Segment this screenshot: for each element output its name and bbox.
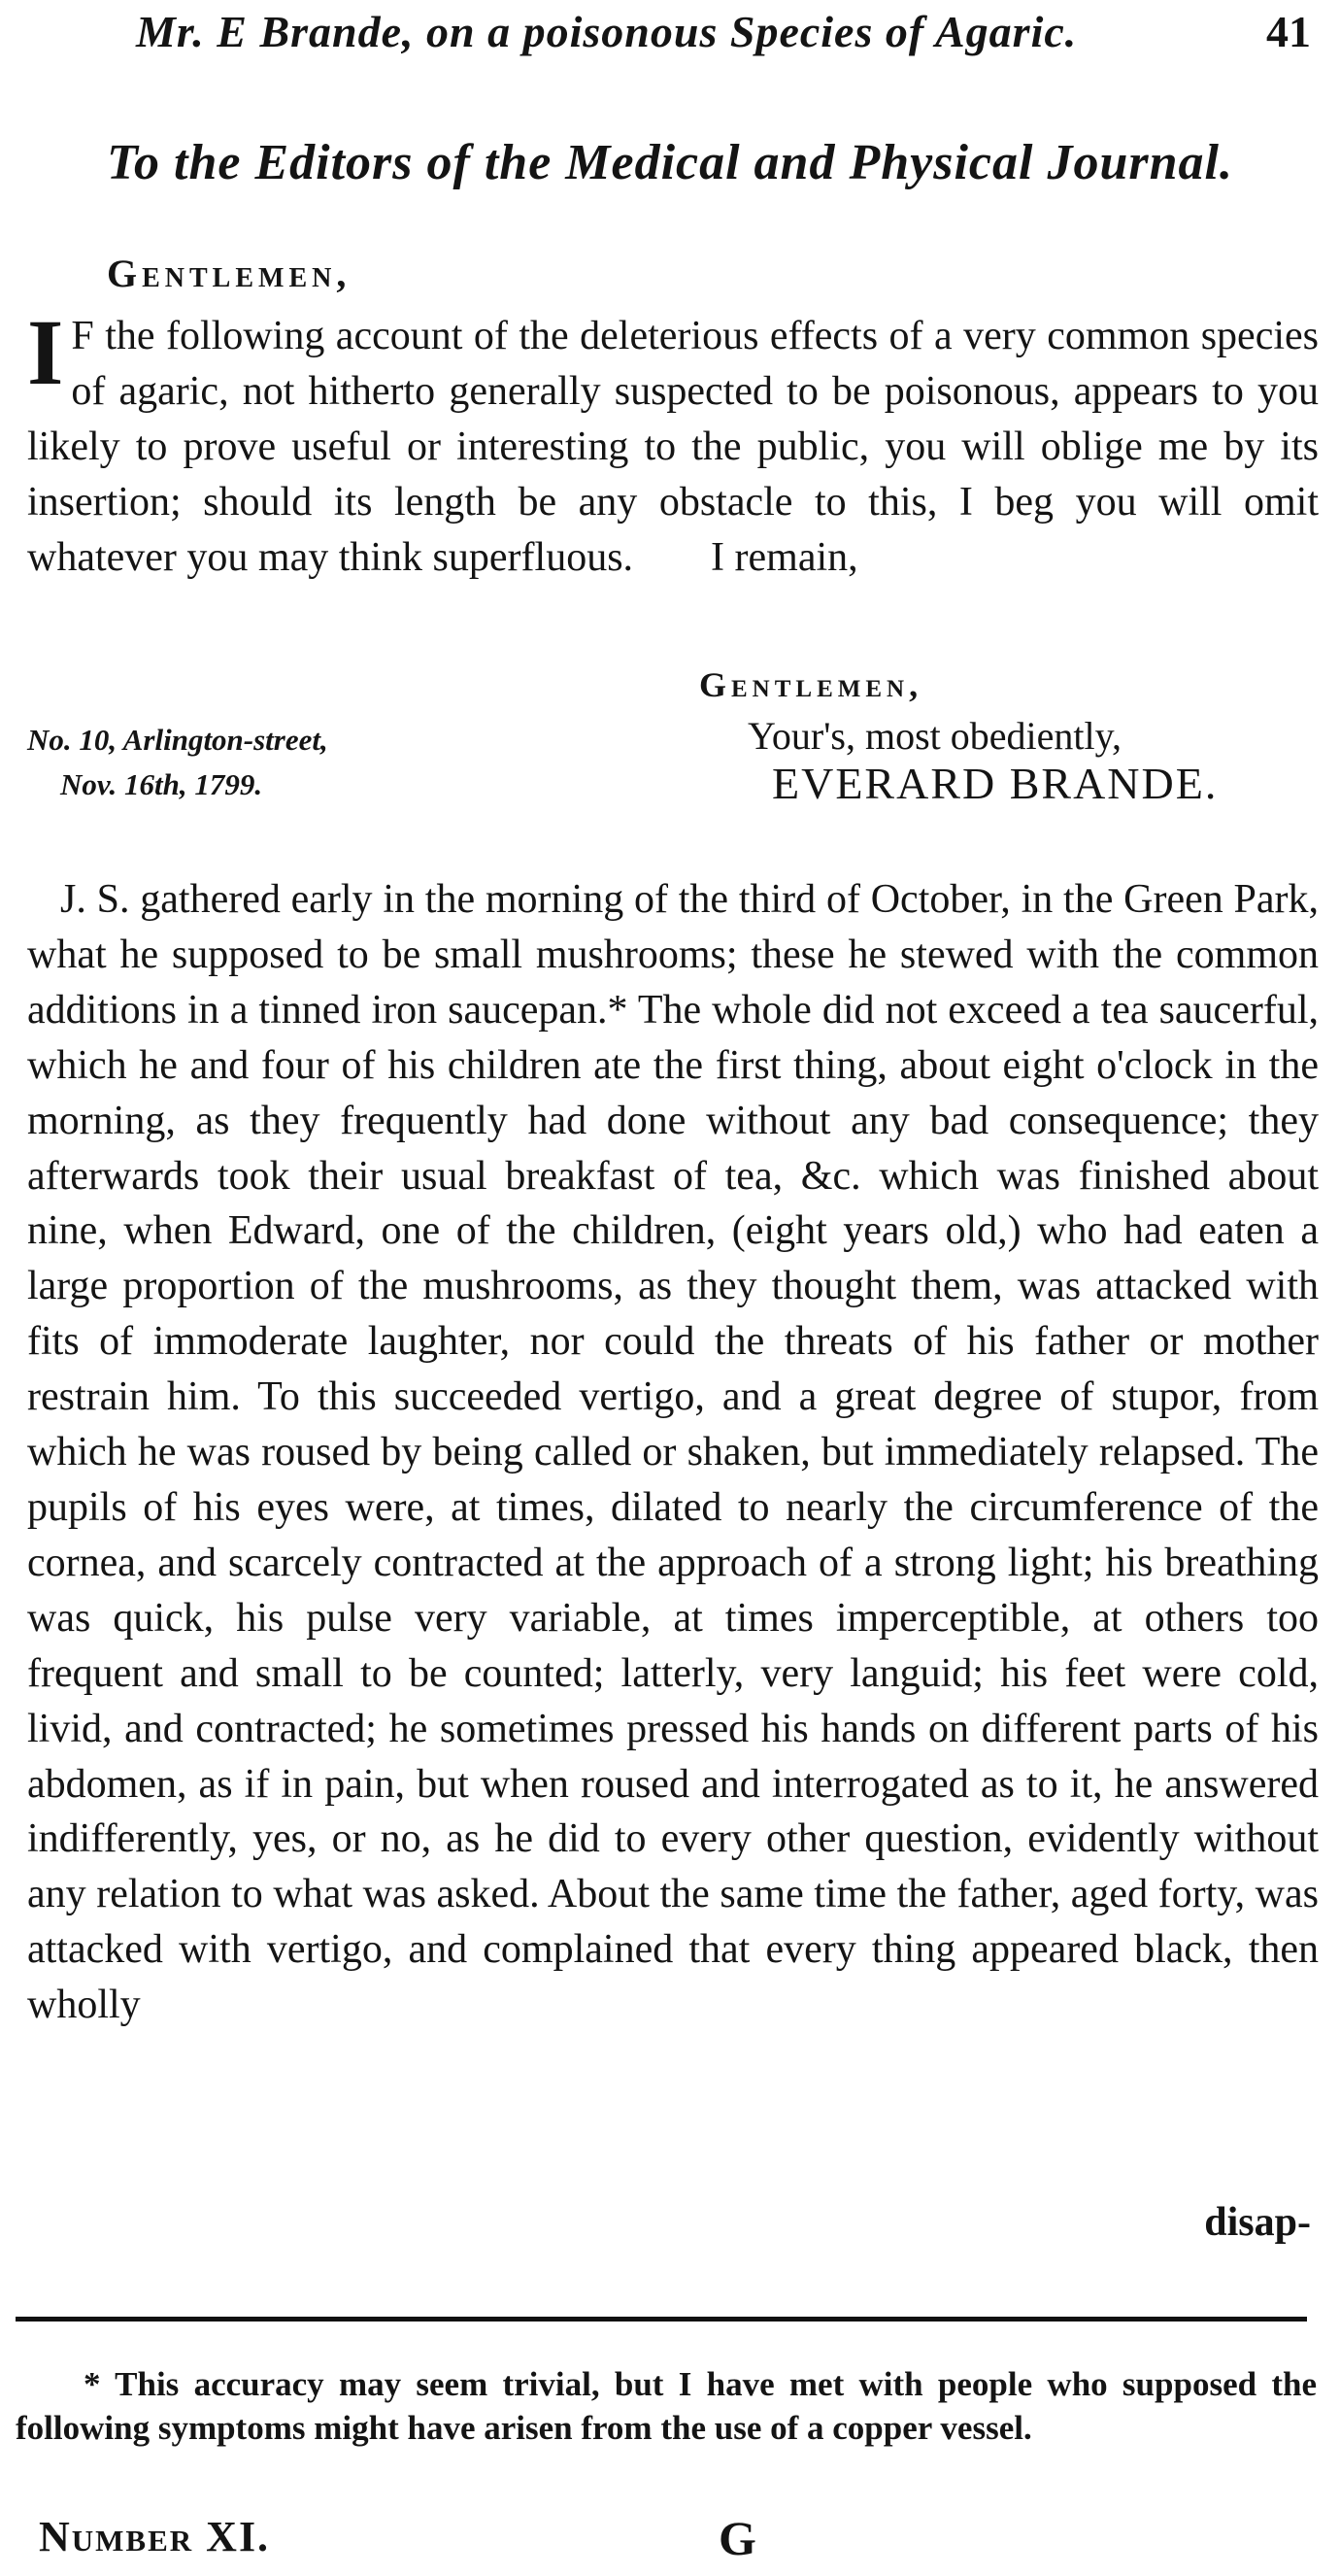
letter-remain: I remain, <box>711 535 858 580</box>
letter-closing-salutation: Gentlemen, <box>699 665 923 704</box>
footnote-divider <box>16 2317 1307 2322</box>
catchword: disap- <box>1204 2200 1311 2245</box>
letter-valediction: Your's, most obediently, <box>748 714 1122 758</box>
printer-signature-letter: G <box>719 2511 756 2565</box>
printer-signature-number: Number XI. <box>39 2513 271 2560</box>
letter-signature: EVERARD BRANDE. <box>772 759 1219 808</box>
letter-body-paragraph <box>27 300 1319 586</box>
footnote: * This accuracy may seem trivial, but I have met with people who supposed the following symptoms might have arisen from the use of a copper vessel. <box>16 2365 1317 2447</box>
letter-date: Nov. 16th, 1799. <box>60 767 263 801</box>
drop-cap: I <box>27 300 64 404</box>
letter-body-text: F the following account of the deleterious effects of a very common species of agaric, not hitherto generally suspected to be poisonous, appears to you likely to prove useful or interesting to the public, you will oblige me by its insertion; should its length be any obstacle to this, I beg you will omit whatever you may think superfluous. <box>27 314 1319 580</box>
running-head: Mr. E Brande, on a poisonous Species of Agaric. <box>136 7 1078 56</box>
article-body-paragraph: J. S. gathered early in the morning of the third of October, in the Green Park, what he supposed to be small mushrooms; these he stewed with the common additions in a tinned iron saucepan.* The whole did not exceed a tea saucerful, which he and four of his children ate the first thing, about eight o'clock in the morning, as they frequently had done without any bad consequence; they afterwards took their usual breakfast of tea, &c. which was finished about nine, when Edward, one of the children, (eight years old,) who had eaten a large proportion of the mushrooms, as they thought them, was attacked with fits of immoderate laughter, nor could the threats of his father or mother restrain him. To this succeeded vertigo, and a great degree of stupor, from which he was roused by being called or shaken, but immediately relapsed. The pupils of his eyes were, at times, dilated to nearly the circumference of the cornea, and scarcely contracted at the approach of a strong light; his breathing was quick, his pulse very variable, at times imperceptible, at others too frequent and small to be counted; latterly, very languid; his feet were cold, livid, and contracted; he sometimes pressed his hands on different parts of his abdomen, as if in pain, but when roused and interrogated as to it, he answered indifferently, yes, or no, as he did to every other question, evidently without any relation to what was asked. About the same time the father, aged forty, was attacked with vertigo, and complained that every thing appeared black, then wholly <box>27 877 1319 2028</box>
letter-heading: To the Editors of the Medical and Physical Journal. <box>107 135 1233 190</box>
letter-address-street: No. 10, Arlington-street, <box>27 723 328 757</box>
letter-salutation: Gentlemen, <box>107 252 352 295</box>
page-number: 41 <box>1266 7 1311 56</box>
